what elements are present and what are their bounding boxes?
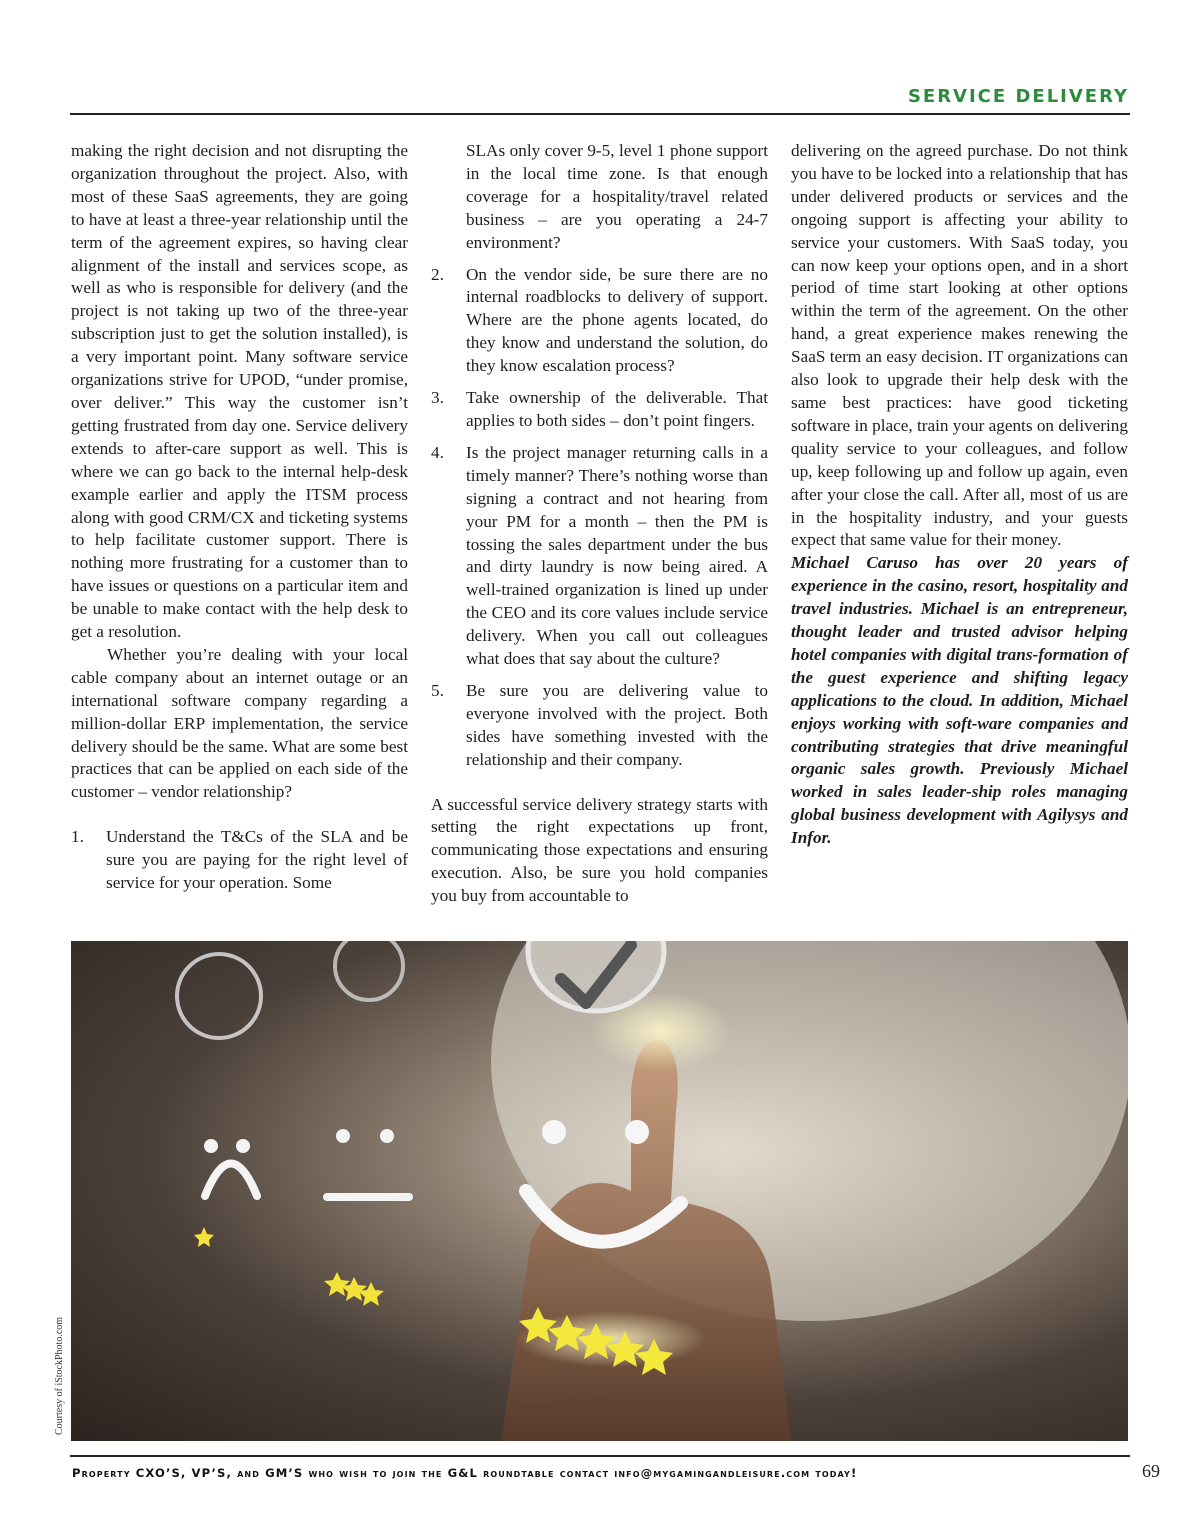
list-item-text: Be sure you are delivering value to everyone involved with the project. Both sides have something invested with the relationship and their company. — [466, 680, 768, 769]
list-item — [431, 680, 768, 772]
footer-banner: Property CXO’S, VP’S, and GM’S who wish to join the G&L roundtable contact info@mygamingandleisure.com today! — [72, 1466, 858, 1480]
article-column-2 — [431, 140, 768, 908]
list-item-number: 3. — [431, 388, 444, 408]
sad-face-icon — [205, 1143, 257, 1196]
rating-circle-icon — [335, 941, 403, 1000]
list-item-text: Take ownership of the deliverable. That applies to both sides – don’t point fingers. — [466, 388, 768, 430]
list-item-number: 1. — [71, 827, 84, 847]
list-item-text: Understand the T&Cs of the SLA and be sure you are paying for the right level of service for your operation. Some — [106, 827, 408, 893]
photo-credit — [52, 1300, 72, 1435]
list-item — [71, 826, 408, 895]
list-item-number: 5. — [431, 680, 444, 700]
list-item-number: 4. — [431, 442, 444, 462]
photo-illustration — [71, 941, 1128, 1441]
list-item — [431, 264, 768, 379]
header-rule — [70, 113, 1130, 115]
photo-credit-text: Courtesy of iStockPhoto.com — [54, 1316, 65, 1435]
list-item-number: 2. — [431, 264, 444, 284]
list-item-continued — [431, 140, 768, 255]
list-item-text: Is the project manager returning calls in a timely manner? There’s nothing worse than signing a contract and not hearing from your PM for a month – then the PM is tossing the sales department under the bus and dirty laundry is now being aired. A well-trained organization is lined up under the CEO and its core values include service delivery. When you call out colleagues what does that say about the culture? — [466, 442, 768, 669]
list-item-text: On the vendor side, be sure there are no internal roadblocks to delivery of support. Where are the phone agents located, do they know and understand the solution, do they know escalation process? — [466, 264, 768, 376]
column2-closing-paragraph: A successful service delivery strategy starts with setting the right expectations up front, communicating those expectations and ensuring execution. Also, be sure you hold companies you buy from accountable to — [431, 794, 768, 906]
three-star-rating-icon — [324, 1272, 384, 1306]
list-item — [431, 387, 768, 433]
list-item — [431, 442, 768, 671]
rating-circle-icon — [177, 954, 261, 1038]
one-star-rating-icon — [194, 1227, 214, 1247]
neutral-face-icon — [327, 1133, 409, 1197]
feature-photo — [71, 941, 1128, 1441]
column1-paragraph-1: making the right decision and not disrupting the organization throughout the project. Also, with most of these SaaS agreements, they are going to have at least a three-year relationship until the term of the agreement expires, so having clear alignment of the install and services scope, as well as who is responsible for delivery (and the project is not taking up two of the three-year subscription just to get the solution installed), is a very important point. Many software service organizations strive for UPOD, “under promise, over deliver.” This way the customer isn’t getting frustrated from day one. Service delivery extends to after-care support as well. This is where we can go back to the internal help-desk example earlier and apply the ITSM process along with good CRM/CX and ticketing systems to help facilitate customer support. There is nothing more frustrating for a customer than to have issues or questions on a particular item and be unable to make contact with the help desk to get a resolution. — [71, 141, 408, 642]
footer-rule — [70, 1455, 1130, 1457]
list-item-text: SLAs only cover 9-5, level 1 phone support in the local time zone. Is that enough coverage for a hospitality/travel related business – are you operating a 24-7 environment? — [466, 141, 768, 252]
page-number: 69 — [1142, 1461, 1160, 1481]
column3-paragraph: delivering on the agreed purchase. Do not think you have to be locked into a relationship that has under delivered products or services and the ongoing support is affecting your ability to service your customers. With SaaS today, you can now keep your options open, and in a short period of time start looking at other options within the term of the agreement. On the other hand, a great experience makes renewing the SaaS term an easy decision. IT organizations can also look to upgrade their help desk with the same best practices: have good ticketing software in place, train your agents on delivering quality service to your colleagues, and follow up, keep following up and follow up again, even after your close the call. After all, most of us are in the hospitality industry, and your guests expect that same value for their money. — [791, 141, 1128, 550]
article-column-1 — [71, 140, 408, 895]
section-title: SERVICE DELIVERY — [907, 86, 1129, 107]
column1-paragraph-2: Whether you’re dealing with your local cable company about an internet outage or an international software company regarding a million-dollar ERP implementation, the service delivery should be the same. What are some best practices that can be applied on each side of the customer – vendor relationship? — [71, 644, 408, 802]
article-column-3 — [791, 140, 1128, 850]
author-bio: Michael Caruso has over 20 years of experience in the casino, resort, hospitality and travel industries. Michael is an entrepreneur, thought leader and trusted advisor helping hotel companies with digital trans-formation of the guest experience and shifting legacy applications to the cloud. In addition, Michael enjoys working with soft-ware companies and contributing strategies that drive meaningful organic sales growth. Previously Michael worked in sales leader-ship roles managing global business development with Agilysys and Infor. — [791, 553, 1128, 848]
